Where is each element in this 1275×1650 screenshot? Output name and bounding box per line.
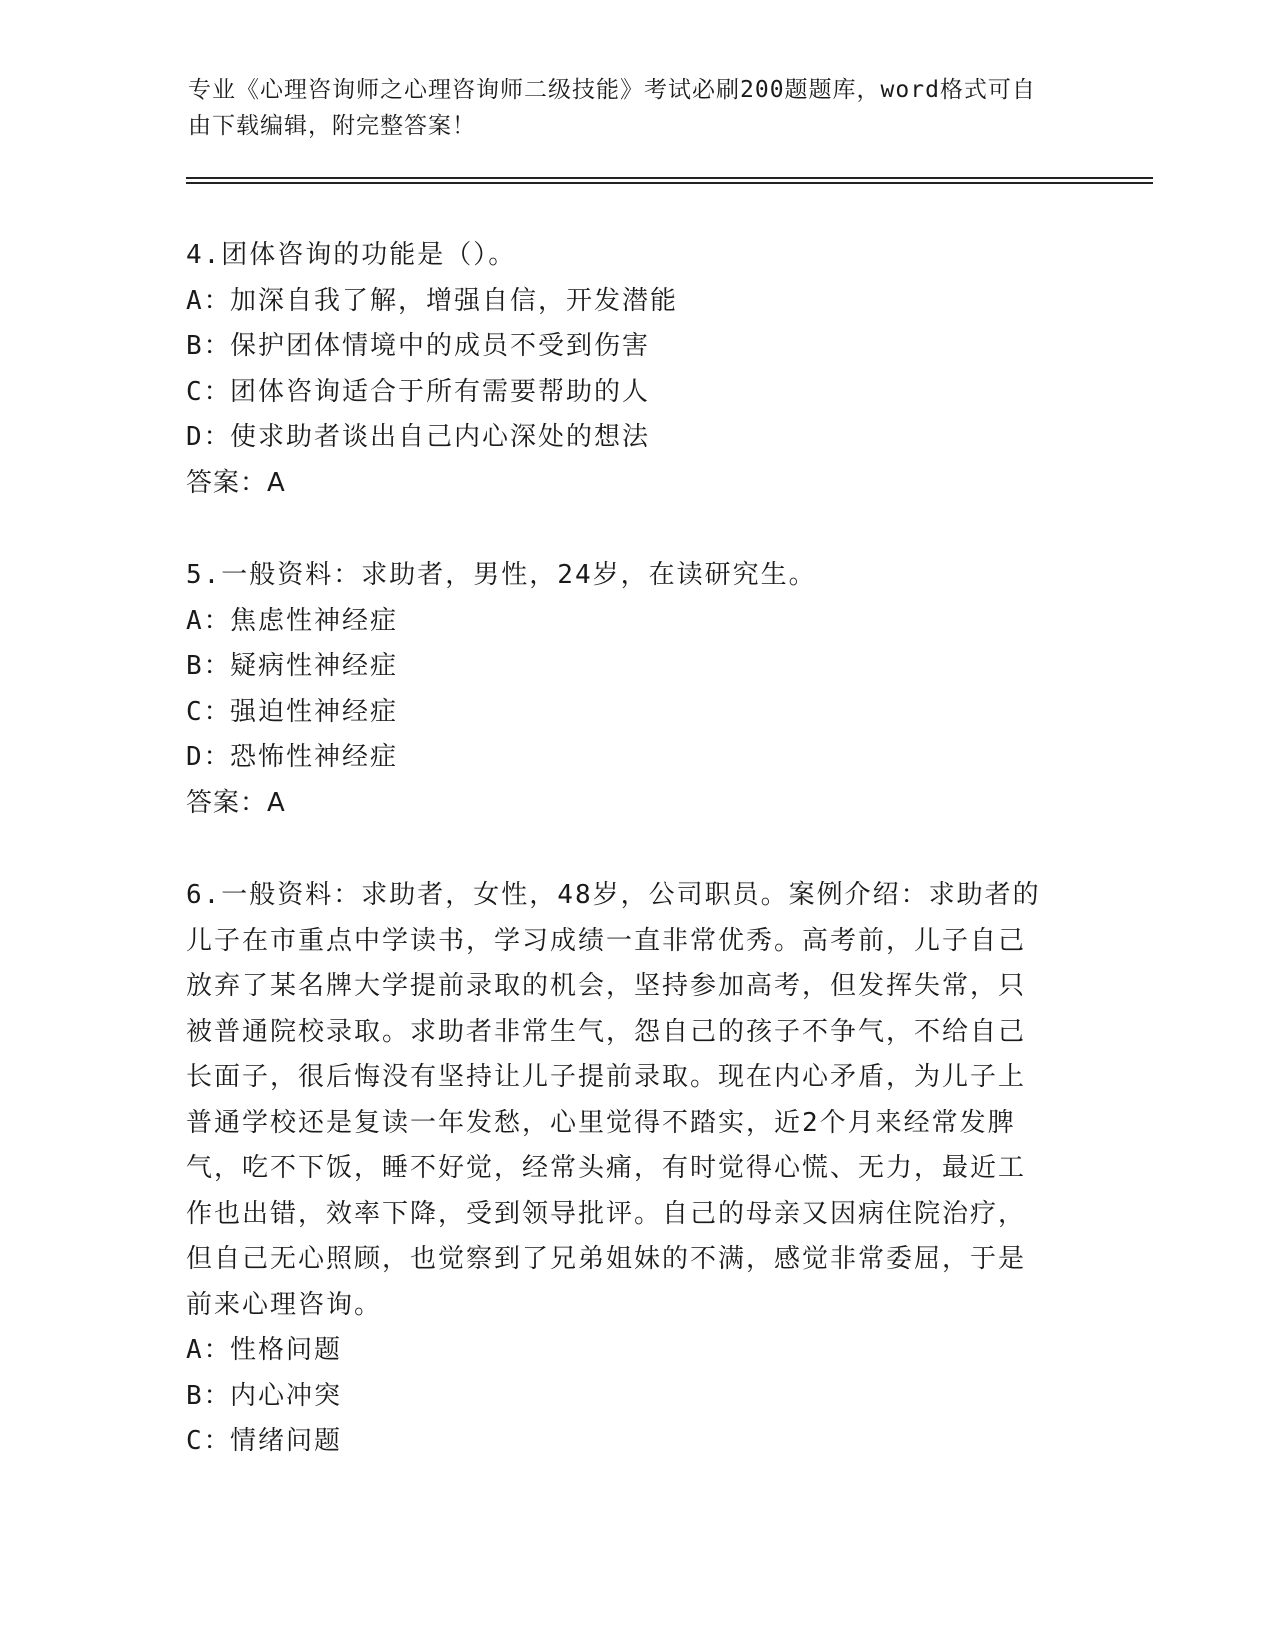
question-stem: 5.一般资料：求助者，男性，24岁，在读研究生。 (186, 560, 817, 590)
document-header (188, 72, 1068, 144)
option-letter: B： (186, 651, 232, 681)
question-5 (186, 553, 1066, 826)
option-letter: B： (186, 1380, 232, 1411)
option-text: 疑病性神经症 (230, 651, 399, 681)
option-text: 焦虑性神经症 (230, 605, 399, 636)
option-a (186, 1328, 1066, 1374)
header-divider-top (186, 177, 1153, 179)
option-text: 内心冲突 (230, 1380, 343, 1411)
option-b (186, 1374, 1066, 1420)
option-letter: A： (186, 285, 232, 316)
option-letter: A： (186, 605, 232, 636)
option-c (186, 370, 1066, 416)
question-stem-line: 儿子在市重点中学读书，学习成绩一直非常优秀。高考前，儿子自己 (186, 925, 1027, 956)
question-stem-line: 作也出错，效率下降，受到领导批评。自己的母亲又因病住院治疗， (186, 1198, 1027, 1229)
option-text: 保护团体情境中的成员不受到伤害 (230, 331, 651, 361)
option-d (186, 735, 1066, 781)
question-stem-line: 气，吃不下饭，睡不好觉，经常头痛，有时觉得心慌、无力，最近工 (186, 1153, 1027, 1183)
option-text: 团体咨询适合于所有需要帮助的人 (230, 376, 651, 407)
header-line-2: 由下载编辑，附完整答案！ (188, 113, 476, 139)
question-stem-line: 但自己无心照顾，也觉察到了兄弟姐妹的不满，感觉非常委屈，于是 (186, 1244, 1027, 1274)
question-stem-line: 普通学校还是复读一年发愁，心里觉得不踏实，近2个月来经常发脾 (186, 1107, 1016, 1138)
option-text: 强迫性神经症 (230, 696, 399, 727)
header-line-1: 专业《心理咨询师之心理咨询师二级技能》考试必刷200题题库，word格式可自 (188, 77, 1036, 103)
question-stem: 4.团体咨询的功能是（）。 (186, 240, 517, 270)
option-letter: C： (186, 376, 232, 407)
option-b (186, 324, 1066, 370)
option-letter: A： (186, 1335, 232, 1365)
question-stem-line: 放弃了某名牌大学提前录取的机会，坚持参加高考，但发挥失常，只 (186, 971, 1027, 1001)
option-a (186, 599, 1066, 645)
header-divider-bottom (186, 182, 1153, 184)
option-c (186, 690, 1066, 736)
option-letter: D： (186, 422, 232, 452)
option-letter: C： (186, 1426, 232, 1456)
option-d (186, 415, 1066, 461)
option-letter: C： (186, 696, 232, 727)
question-4 (186, 233, 1066, 506)
answer-label: 答案：A (186, 467, 286, 498)
question-stem-line: 被普通院校录取。求助者非常生气，怨自己的孩子不争气，不给自己 (186, 1016, 1027, 1047)
option-b (186, 644, 1066, 690)
option-text: 情绪问题 (230, 1426, 343, 1456)
question-stem-line: 长面子，很后悔没有坚持让儿子提前录取。现在内心矛盾，为儿子上 (186, 1062, 1027, 1092)
option-letter: D： (186, 742, 232, 772)
question-stem-line: 6.一般资料：求助者，女性，48岁，公司职员。案例介绍：求助者的 (186, 880, 1041, 910)
option-a (186, 279, 1066, 325)
answer-label: 答案：A (186, 787, 286, 818)
option-letter: B： (186, 331, 232, 361)
option-text: 加深自我了解，增强自信，开发潜能 (230, 285, 679, 316)
option-text: 性格问题 (230, 1335, 343, 1365)
option-c (186, 1419, 1066, 1465)
option-text: 恐怖性神经症 (230, 742, 399, 772)
option-text: 使求助者谈出自己内心深处的想法 (230, 422, 651, 452)
question-stem-line: 前来心理咨询。 (186, 1289, 383, 1320)
question-6 (186, 873, 1066, 1465)
